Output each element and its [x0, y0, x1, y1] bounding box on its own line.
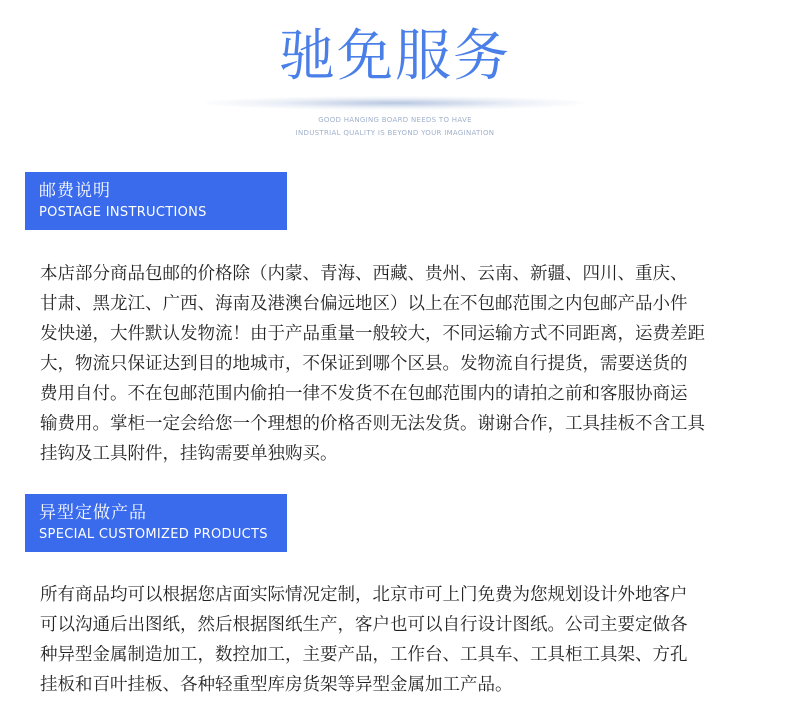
text-line: 本店部分商品包邮的价格除（内蒙、青海、西藏、贵州、云南、新疆、四川、重庆、 [40, 264, 688, 284]
custom-products-text [40, 580, 770, 700]
subtitle-line-2: INDUSTRIAL QUALITY IS BEYOND YOUR IMAGINATION [295, 129, 495, 137]
text-line: 种异型金属制造加工，数控加工，主要产品，工作台、工具车、工具柜工具架、方孔 [40, 645, 688, 665]
postage-instructions-text [40, 259, 770, 469]
section-header-custom-products [25, 494, 287, 552]
page-title: 驰免服务 [279, 24, 511, 89]
section-title-en: POSTAGE INSTRUCTIONS [39, 205, 207, 220]
text-line: 所有商品均可以根据您店面实际情况定制，北京市可上门免费为您规划设计外地客户 [40, 585, 688, 605]
text-line: 大，物流只保证达到目的地城市，不保证到哪个区县。发物流自行提货，需要送货的 [40, 354, 688, 374]
section-title-en: SPECIAL CUSTOMIZED PRODUCTS [39, 527, 268, 542]
title-shadow-decoration [205, 96, 585, 110]
text-line: 挂钩及工具附件，挂钩需要单独购买。 [40, 444, 338, 464]
page-header [0, 0, 790, 150]
text-line: 费用自付。不在包邮范围内偷拍一律不发货不在包邮范围内的请拍之前和客服协商运 [40, 384, 688, 404]
section-title-zh: 异型定做产品 [39, 503, 147, 523]
section-title-zh: 邮费说明 [39, 181, 111, 201]
text-line: 可以沟通后出图纸，然后根据图纸生产，客户也可以自行设计图纸。公司主要定做各 [40, 615, 688, 635]
section-header-postage [25, 172, 287, 230]
text-line: 发快递，大件默认发物流！由于产品重量一般较大，不同运输方式不同距离，运费差距 [40, 324, 705, 344]
text-line: 输费用。掌柜一定会给您一个理想的价格否则无法发货。谢谢合作，工具挂板不含工具 [40, 414, 705, 434]
text-line: 挂板和百叶挂板、各种轻重型库房货架等异型金属加工产品。 [40, 675, 513, 695]
text-line: 甘肃、黑龙江、广西、海南及港澳台偏远地区）以上在不包邮范围之内包邮产品小件 [40, 294, 688, 314]
subtitle-line-1: GOOD HANGING BOARD NEEDS TO HAVE [318, 116, 472, 124]
